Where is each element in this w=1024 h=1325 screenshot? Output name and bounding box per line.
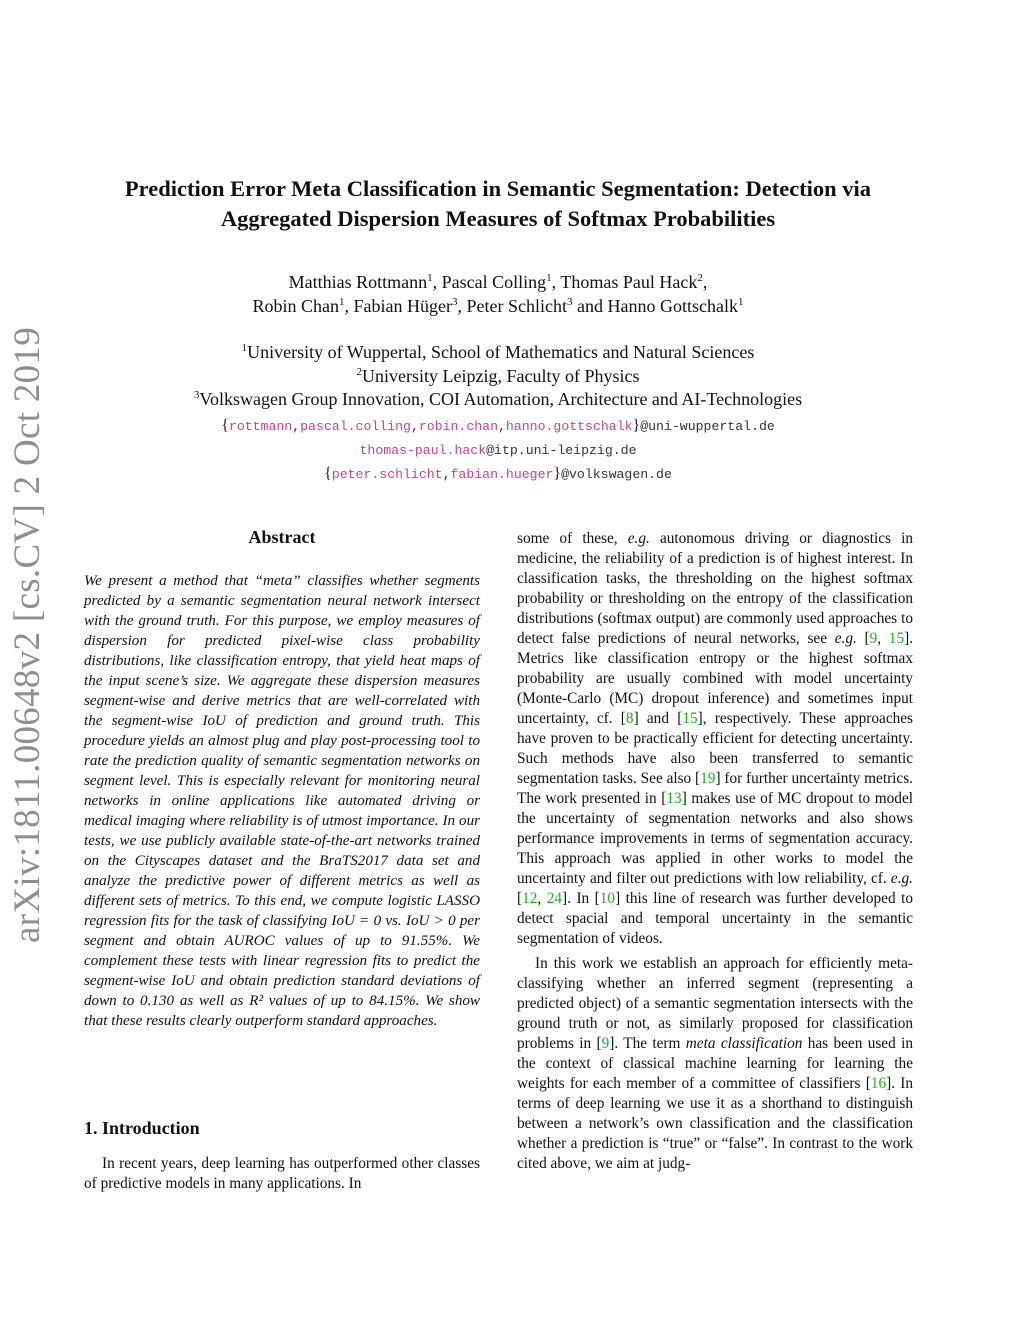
text-run: autonomous driving or diagnostics in medicine, the reliability of a prediction is of highest interest. In classification tasks, the thresholding on the highest softmax probability or thresholding on the entropy of the classification distributions (softmax output) are commonly used approaches to detect false predictions of neural networks, see	[517, 530, 913, 647]
paper-title	[60, 174, 936, 234]
citation-link[interactable]: 12	[522, 890, 538, 907]
text-run: ] this line of research was further developed to detect spacial and temporal uncertainty in the semantic segmentation of videos.	[517, 890, 914, 947]
email-addresses	[60, 414, 936, 487]
author-line-2	[60, 294, 936, 318]
close-brace: }	[632, 417, 641, 434]
affiliation-marker: 1	[339, 296, 345, 308]
text-run: some of these,	[517, 530, 628, 547]
citation-link[interactable]: 9	[869, 630, 878, 647]
email-domain: @itp.uni-leipzig.de	[486, 442, 637, 458]
citation-link[interactable]: 9	[601, 1035, 610, 1052]
email-domain: @uni-wuppertal.de	[640, 419, 775, 434]
affiliations	[60, 341, 936, 412]
text-run: has been used in the context of classical machine learning for learning the weights for each member of a committee of classifiers [	[517, 1035, 913, 1092]
affiliation-text: University of Wuppertal, School of Mathematics and Natural Sciences	[247, 342, 755, 362]
comma: ,	[498, 419, 506, 434]
email-link[interactable]: hanno.gottschalk	[505, 419, 633, 434]
email-link[interactable]: peter.schlicht	[331, 467, 443, 482]
author-name: and Hanno Gottschalk	[572, 296, 738, 316]
text-run: ] for further uncertainty metrics. The work presented in [	[517, 770, 913, 807]
author-name: , Fabian Hüger	[344, 296, 453, 316]
text-run: ] and [	[633, 710, 683, 727]
citation-link[interactable]: 15	[682, 710, 698, 727]
email-link[interactable]: pascal.colling	[300, 419, 411, 434]
comma: ,	[410, 419, 419, 434]
right-column-text	[517, 529, 913, 1174]
email-link[interactable]: thomas-paul.hack	[359, 442, 487, 458]
author-list	[60, 270, 936, 318]
text-run: ]. In [	[562, 890, 600, 907]
section-heading-introduction: 1. Introduction	[84, 1118, 200, 1138]
close-brace: }	[553, 465, 562, 482]
citation-link[interactable]: 8	[625, 710, 634, 727]
affiliation-number: 2	[356, 365, 363, 378]
affiliation-marker: 1	[546, 272, 552, 284]
email-link[interactable]: robin.chan	[418, 419, 498, 434]
affiliation-3	[60, 388, 936, 412]
text-run: ]. Metrics like classification entropy or the highest softmax probability are usually combined with model uncertainty (Monte-Carlo (MC) dropout inference) and sometimes input uncertainty, cf. [	[517, 630, 914, 727]
email-link[interactable]: fabian.hueger	[450, 467, 554, 482]
title-line-1: Prediction Error Meta Classification in Semantic Segmentation: Detection via	[124, 176, 872, 201]
citation-link[interactable]: 24	[546, 890, 563, 907]
email-domain: @volkswagen.de	[561, 467, 672, 482]
paragraph	[517, 529, 913, 949]
email-line-3	[60, 462, 936, 487]
citation-link[interactable]: 16	[870, 1075, 887, 1092]
abstract-heading: Abstract	[248, 527, 316, 547]
affiliation-text: Volkswagen Group Innovation, COI Automation, Architecture and AI-Technologies	[199, 389, 803, 409]
affiliation-marker: 2	[697, 272, 703, 284]
text-run: In this work we establish an approach for efficiently meta-classifying whether an inferred segment (representing a predicted object) of a semantic segmentation intersects with the ground truth or not, as similarly proposed for classification problems in [	[517, 955, 913, 1052]
affiliation-marker: 1	[427, 272, 433, 284]
affiliation-marker: 1	[737, 296, 744, 308]
author-name: , Peter Schlicht	[457, 296, 567, 316]
introduction-text: In recent years, deep learning has outperformed other classes of predictive models in many applications. In	[84, 1155, 480, 1192]
comma: ,	[442, 467, 451, 482]
author-name: Robin Chan	[252, 296, 340, 316]
text-run: [	[856, 630, 870, 647]
email-link[interactable]: rottmann	[228, 419, 293, 434]
email-line-1	[60, 414, 936, 439]
text-run: ], respectively. These approaches have proven to be practically efficient for detecting uncertainty. Such methods have also been transferred to semantic segmentation tasks. See also [	[517, 710, 913, 787]
affiliation-marker: 3	[567, 296, 573, 308]
text-run: meta classification	[685, 1035, 803, 1052]
arxiv-side-label: arXiv:1811.00648v2 [cs.CV] 2 Oct 2019	[7, 326, 48, 943]
citation-link[interactable]: 19	[700, 770, 716, 787]
citation-link[interactable]: 10	[599, 890, 616, 907]
text-run: ,	[877, 630, 889, 647]
text-run: ,	[537, 890, 547, 907]
text-run: [	[517, 890, 523, 907]
affiliation-number: 3	[193, 389, 200, 401]
author-name: , Thomas Paul Hack	[551, 272, 698, 292]
text-run: e.g.	[834, 630, 857, 647]
separator: ,	[702, 272, 708, 292]
citation-link[interactable]: 13	[666, 790, 682, 807]
abstract-text: We present a method that “meta” classifies whether segments predicted by a semantic segmentation neural network intersect with the ground truth. For this purpose, we employ measures of dispersion for predicted pixel-wise class probability distributions, like classification entropy, that yield heat maps of the input scene’s size. We aggregate these dispersion measures segment-wise and derive metrics that are well-correlated with the segment-wise IoU of prediction and ground truth. This procedure yields an almost plug and play post-processing tool to rate the prediction quality of semantic segmentation networks on segment level. This is especially relevant for monitoring neural networks in online applications like automated driving or medical imaging where reliability is of utmost importance. In our tests, we use publicly available state-of-the-art networks trained on the Cityscapes dataset and the BraTS2017 data set and analyze the predictive power of different metrics as well as different sets of metrics. To this end, we compute logistic LASSO regression fits for the task of classifying IoU = 0 vs. IoU > 0 per segment and obtain AUROC values of up to 91.55%. We complement these tests with linear regression fits to predict the segment-wise IoU and obtain prediction standard deviations of down to 0.130 as well as R² values of up to 84.15%. We show that these results clearly outperform standard approaches.	[84, 573, 480, 1029]
author-name: , Pascal Colling	[432, 272, 547, 292]
author-line-1	[60, 270, 936, 294]
affiliation-text: University Leipzig, Faculty of Physics	[362, 365, 640, 386]
affiliation-number: 1	[241, 342, 248, 354]
citation-link[interactable]: 15	[888, 630, 905, 647]
paragraph	[517, 954, 913, 1174]
author-name: Matthias Rottmann	[288, 272, 428, 292]
open-brace: {	[221, 417, 229, 434]
text-run: ]. In terms of deep learning we use it as a shorthand to distinguish between a network’s own classification and the classification whether a prediction is “true” or “false”. In contrast to the work cited above, we aim at judg-	[517, 1075, 913, 1172]
comma: ,	[292, 419, 301, 434]
affiliation-1	[60, 341, 936, 365]
email-line-2	[60, 439, 936, 463]
text-run: e.g.	[627, 530, 650, 547]
title-line-2: Aggregated Dispersion Measures of Softmax Probabilities	[220, 206, 776, 231]
text-run: e.g.	[890, 870, 913, 887]
affiliation-2	[60, 365, 936, 389]
text-run: ] makes use of MC dropout to model the uncertainty of segmentation networks and also shows performance improvements in terms of segmentation accuracy. This approach was applied in other works to model the uncertainty and filter out predictions with low reliability, cf.	[517, 790, 913, 887]
open-brace: {	[324, 465, 332, 482]
text-run: ]. The term	[609, 1035, 686, 1052]
affiliation-marker: 3	[452, 296, 458, 308]
